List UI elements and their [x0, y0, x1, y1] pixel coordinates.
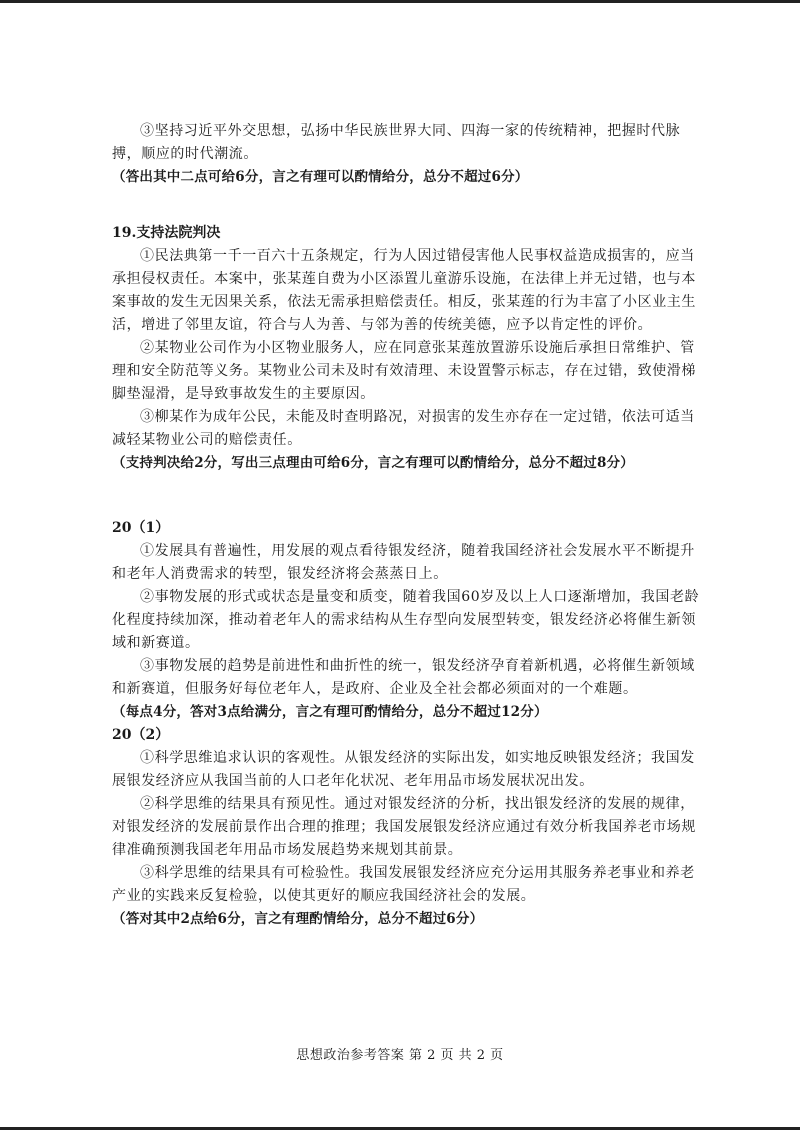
q19-heading: 19.支持法院判决 [112, 225, 221, 241]
q20-2-point-1: ①科学思维追求认识的客观性。从银发经济的实际出发，如实地反映银发经济；我国发展银发经济应从我国当前的人口老年化状况、老年用品市场发展状况出发。 [112, 750, 695, 789]
q20-2-scoring-note: （答对其中2点给6分，言之有理酌情给分，总分不超过6分） [112, 911, 484, 927]
q20-part-1 [112, 517, 700, 724]
q20-2-point-3: ③科学思维的结果具有可检验性。我国发展银发经济应充分运用其服务养老事业和养老产业的实践来反复检验，以使其更好的顺应我国经济社会的发展。 [112, 865, 695, 904]
q19-point-1: ①民法典第一千一百六十五条规定，行为人因过错侵害他人民事权益造成损害的，应当承担侵权责任。本案中，张某莲自费为小区添置儿童游乐设施，在法律上并无过错，也与本案事故的发生无因果关系，依法无需承担赔偿责任。相反，张某莲的行为丰富了小区业主生活，增进了邻里友谊，符合与人为善、与邻为善的传统美德，应予以肯定性的评价。 [112, 248, 696, 333]
page-footer: 思想政治参考答案 第 2 页 共 2 页 [296, 1048, 504, 1063]
q20-1-point-2: ②事物发展的形式或状态是量变和质变，随着我国60岁及以上人口逐渐增加，我国老龄化程度持续加深，推动着老年人的需求结构从生存型向发展型转变，银发经济必将催生新领域和新赛道。 [112, 589, 700, 651]
q20-1-point-1: ①发展具有普遍性，用发展的观点看待银发经济，随着我国经济社会发展水平不断提升和老年人消费需求的转型，银发经济将会蒸蒸日上。 [112, 543, 695, 582]
top-border [0, 0, 800, 3]
q18-scoring-note: （答出其中二点可给6分，言之有理可以酌情给分，总分不超过6分） [112, 169, 529, 185]
q19-point-2: ②某物业公司作为小区物业服务人，应在同意张某莲放置游乐设施后承担日常维护、管理和安全防范等义务。某物业公司未及时有效清理、未设置警示标志，存在过错，致使滑梯脚垫湿滑，是导致事故发生的主要原因。 [112, 340, 696, 402]
section-spacer [112, 475, 700, 517]
q20-2-point-2: ②科学思维的结果具有预见性。通过对银发经济的分析，找出银发经济的发展的规律，对银发经济的发展前景作出合理的推理；我国发展银发经济应通过有效分析我国养老市场规律准确预测我国老年用品市场发展趋势来规划其前景。 [112, 796, 696, 858]
answer-sheet [112, 120, 700, 931]
q18-tail [112, 120, 700, 189]
q20-1-point-3: ③事物发展的趋势是前进性和曲折性的统一，银发经济孕育着新机遇，必将催生新领域和新赛道，但服务好每位老年人，是政府、企业及全社会都必须面对的一个难题。 [112, 658, 695, 697]
q20-2-heading: 20（2） [112, 727, 170, 743]
q18-point-3: ③坚持习近平外交思想，弘扬中华民族世界大同、四海一家的传统精神，把握时代脉搏，顺应的时代潮流。 [112, 123, 681, 162]
q20-part-2 [112, 724, 700, 931]
q19-point-3: ③柳某作为成年公民，未能及时查明路况，对损害的发生亦存在一定过错，依法可适当减轻某物业公司的赔偿责任。 [112, 409, 695, 448]
q20-1-scoring-note: （每点4分，答对3点给满分，言之有理可酌情给分，总分不超过12分） [112, 704, 548, 720]
section-spacer [112, 189, 700, 222]
q19-scoring-note: （支持判决给2分，写出三点理由可给6分，言之有理可以酌情给分，总分不超过8分） [112, 455, 634, 471]
q19 [112, 222, 700, 475]
q20-1-heading: 20（1） [112, 520, 170, 536]
